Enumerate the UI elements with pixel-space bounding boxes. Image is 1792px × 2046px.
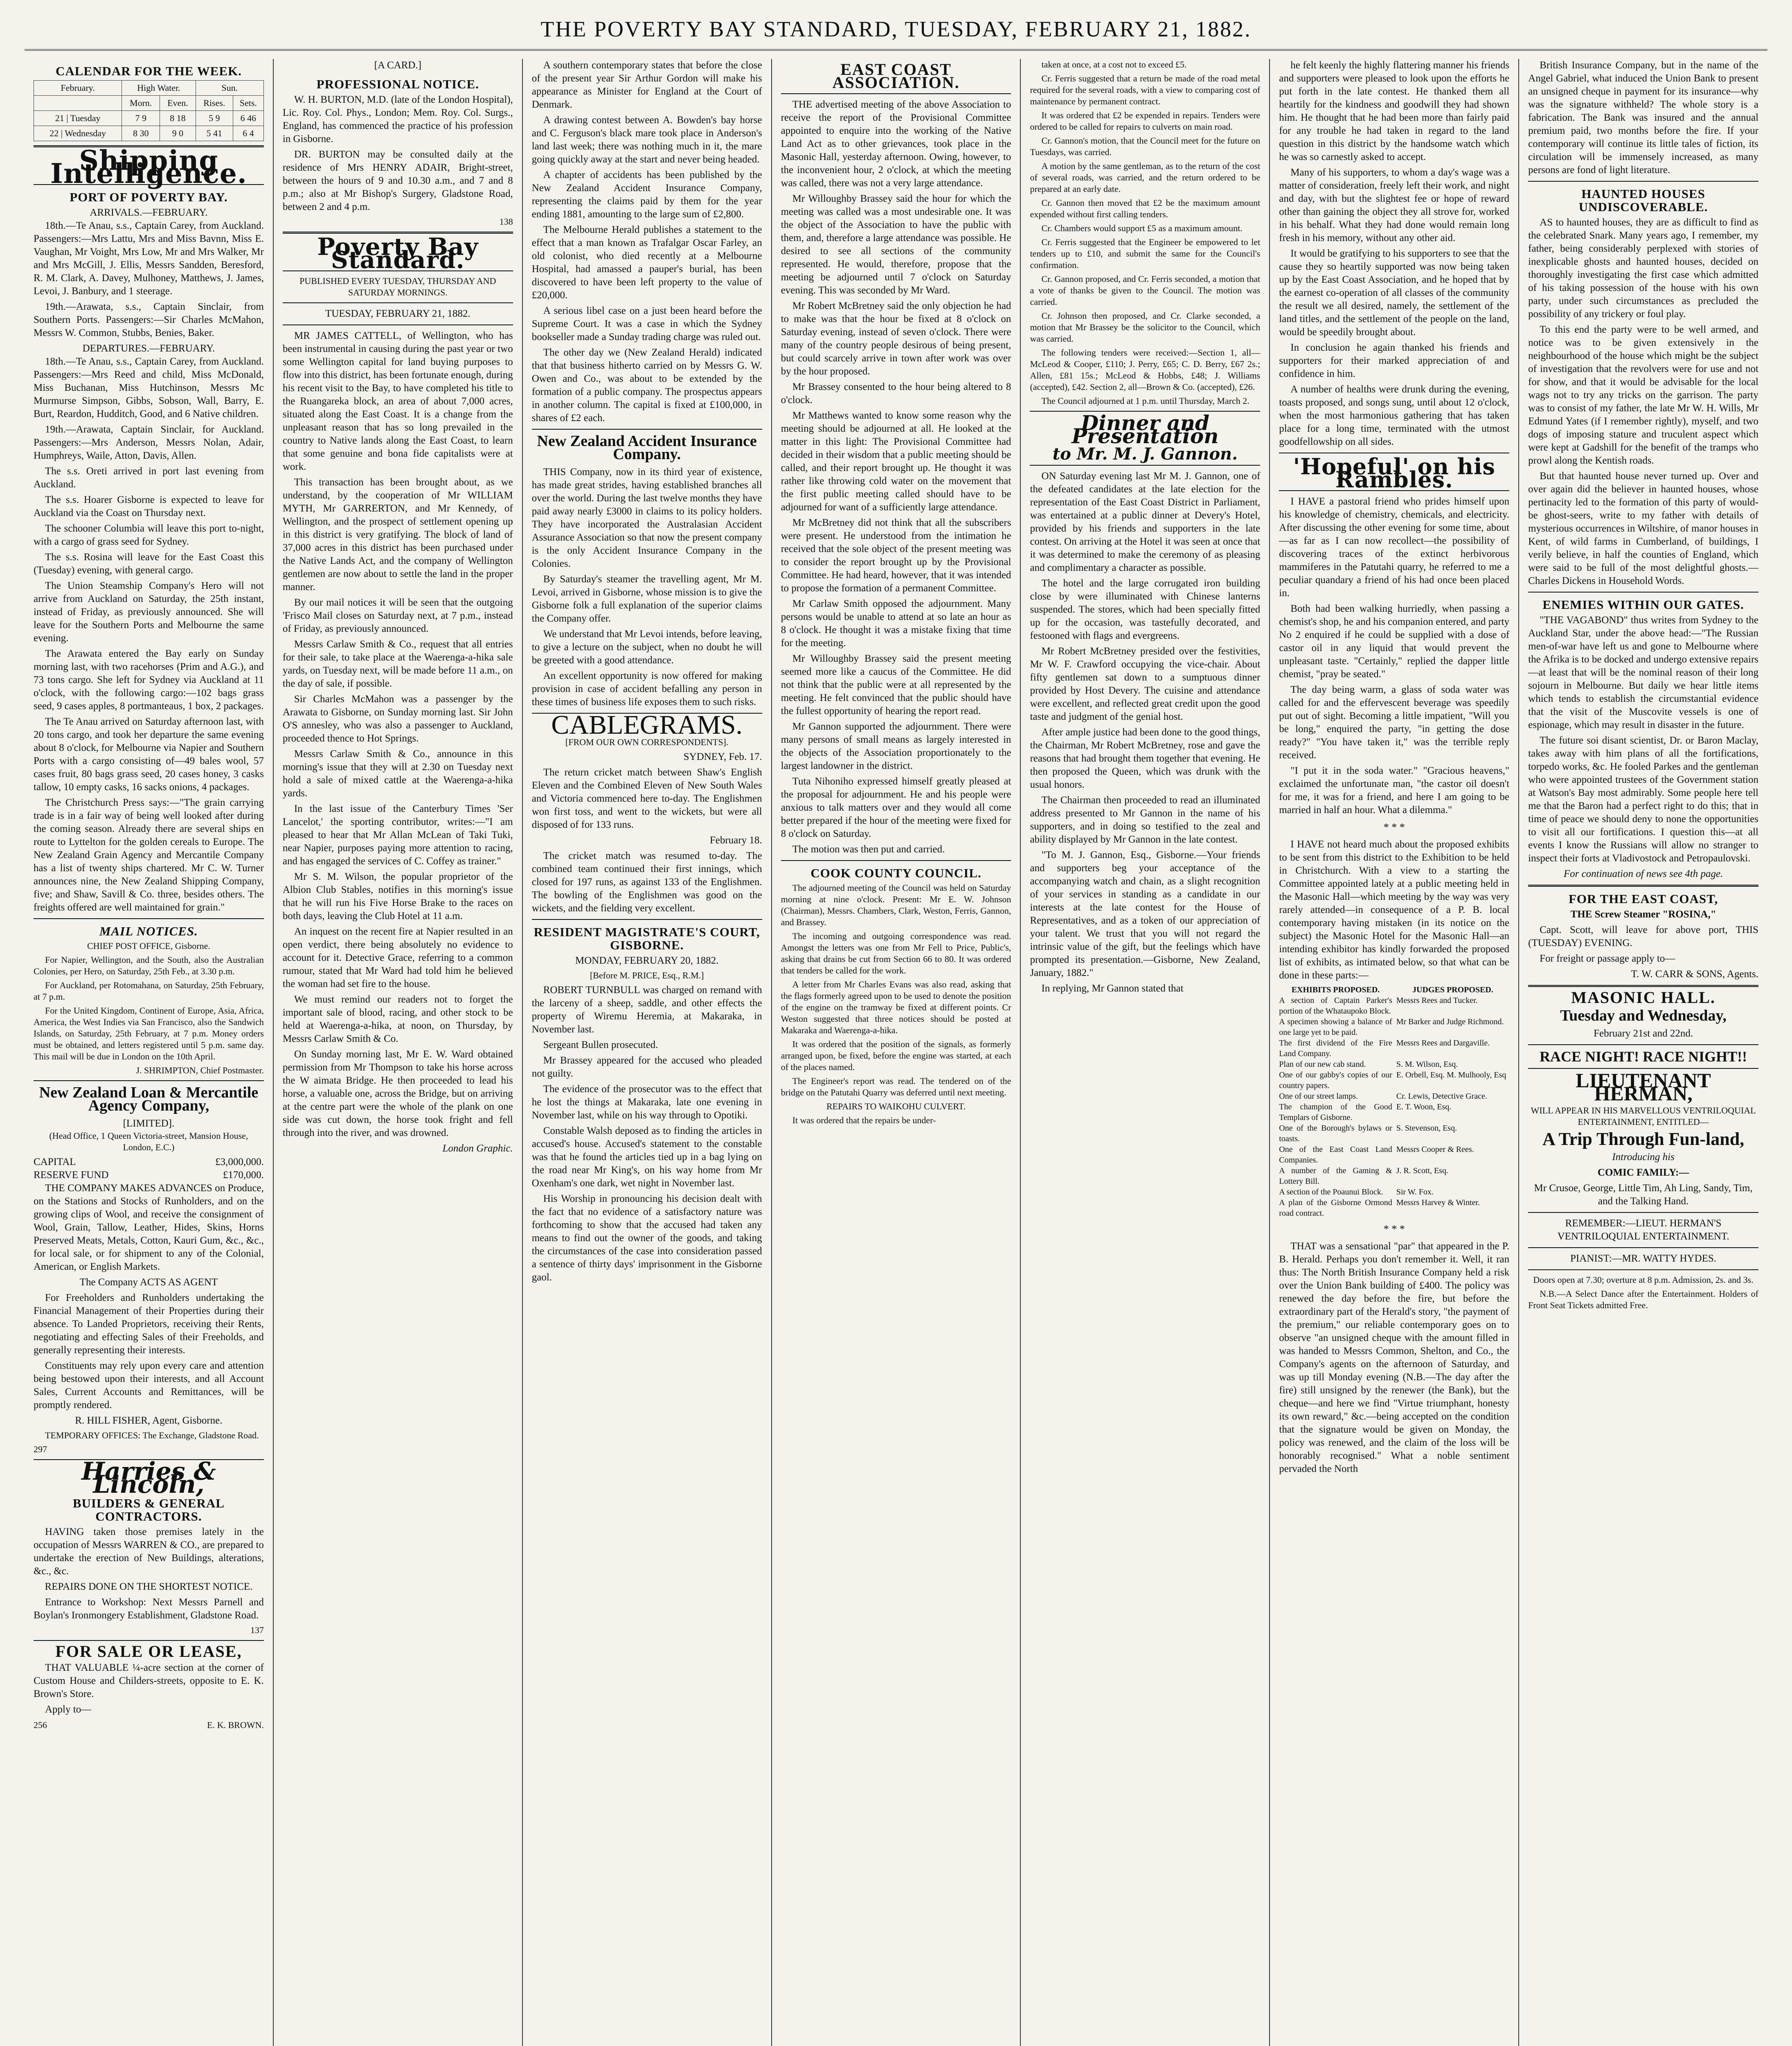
news-para: A serious libel case on a just been heard before the Supreme Court. It was a case in which the Sydney bookseller made a Sunday trading charge was ruled out. xyxy=(531,305,762,343)
cal-header: Sun. xyxy=(196,81,263,96)
cable-date: SYDNEY, Feb. 17. xyxy=(683,751,762,762)
resident-para: The evidence of the prosecutor was to the effect that he lost the things at Makaraka, late one evening in November last, while on his way through to Opotiki. xyxy=(531,1084,762,1121)
association-para: Mr Willoughby Brassey said the hour for which the meeting was called was a most undesirable one. It was the object of the Association to have the public with them, and, therefore a large attendance was possible. He desired to see all sections of the community represented. He would, therefore, propose that the meeting be adjourned until 7 o'clock on Saturday evening. This was seconded by Mr Ward. xyxy=(781,193,1011,296)
column-7 xyxy=(1519,59,1767,2046)
departure-entry: 19th.—Arawata, Captain Sinclair, for Auckland. Passengers:—Mrs Anderson, Messrs Nolan, Adair, Humphreys, Waile, Atton, Davis, Allen. xyxy=(34,424,264,461)
departure-entry: 18th.—Te Anau, s.s., Captain Carey, from Auckland. Passengers:—Mrs Reed and child, Miss McDonald, Miss Buchanan, Miss Hutchinson, Messrs Mc Murmurse Simpson, Gibbs, Sobson, Wall, Barry, E. Burt, Reardon, Hudditch, Good, and 6 Native children. xyxy=(34,356,264,419)
shipping-news: The s.s. Hoarer Gisborne is expected to leave for Auckland via the Coast on Thursday next. xyxy=(34,494,264,518)
loan-office: (Head Office, 1 Queen Victoria-street, Mansion House, London, E.C.) xyxy=(49,1131,248,1152)
divider xyxy=(34,1080,264,1081)
cablegrams-sub: [FROM OUR OWN CORRESPONDENTS]. xyxy=(565,737,729,747)
exhibit-judge: Messrs Harvey & Winter. xyxy=(1396,1198,1480,1207)
exhibit-judge: E. Orbell, Esq. M. Mulhooly, Esq xyxy=(1396,1070,1506,1079)
dinner-subtitle: to Mr. M. J. Gannon. xyxy=(1052,444,1238,464)
divider xyxy=(1528,1212,1758,1213)
exhibits-head: EXHIBITS PROPOSED. xyxy=(1291,985,1380,994)
cal-row xyxy=(34,111,264,126)
article-credit: London Graphic. xyxy=(442,1143,513,1154)
introducing: Introducing his xyxy=(1612,1151,1675,1163)
trip-title: A Trip Through Fun-land, xyxy=(1542,1129,1745,1149)
ad-number: 297 xyxy=(34,1444,47,1454)
dinner-para: The hotel and the large corrugated iron building close by were illuminated with Chinese lanterns suspended. The stores, which had been specially fitted up for the occasion, was tastefully decorated, and festooned with flags and evergreens. xyxy=(1030,578,1261,641)
enemies-para: "THE VAGABOND" thus writes from Sydney to the Auckland Star, under the above head:—"The Russian men-of-war have left us and gone to Melbourne where the Afrika is to be docked and undergo extensive repairs—at least that will be the nominal reason of their long sojourn in Melbourne. But daily we hear little items which tends to establish the circumstantial evidence that the visit of the Muscovite vessels is one of espionage, which may result in disaster in the future. xyxy=(1528,615,1759,730)
council-para: taken at once, at a cost not to exceed £5. xyxy=(1041,59,1187,70)
loan-agent-body: For Freeholders and Runholders undertaking the Financial Management of their Properties during their absence. To Landed Proprietors, receiving their Rents, negotiating and effecting Sales of their Freeholds, and generally representing their interests. xyxy=(34,1292,264,1356)
divider xyxy=(1528,592,1758,593)
resident-date: MONDAY, FEBRUARY 20, 1882. xyxy=(575,955,719,966)
divider xyxy=(283,324,513,325)
arrival-entry: 19th.—Arawata, s.s., Captain Sinclair, from Southern Ports. Passengers:—Sir Charles McMahon, Messrs W. Common, Stubbs, Benies, Baker. xyxy=(34,301,264,338)
cable-date: February 18. xyxy=(709,835,762,846)
repairs-para: It was ordered that the repairs be under- xyxy=(792,1115,936,1125)
shipping-title: Shipping Intelligence. xyxy=(50,144,247,189)
cal-sub: Sets. xyxy=(233,96,263,111)
council-para: Cr. Johnson then proposed, and Cr. Clarke seconded, a motion that Mr Brassey be the solicitor to the Council, which was carried. xyxy=(1030,311,1261,344)
cal-sub xyxy=(34,96,122,111)
hopeful-para: I HAVE not heard much about the proposed exhibits to be sent from this district to the Exhibition to be held in Christchurch. With a view to a starting the Committee appointed lately at a public meeting held in the Masonic Hall—which meeting by the way was very rarely attended—in consequence of a P. B. local contemporary having mistaken (in its notice on the subject) the Masonic Hotel for the Masonic Hall—an intending exhibitor has kindly forwarded the proposed list of exhibits, as intimated below, so that what can be done in these parts:— xyxy=(1279,839,1510,981)
exhibit-item: A section of Captain Parker's portion of the Whataupoko Block. xyxy=(1279,996,1392,1016)
hopeful-para: "I put it in the soda water." "Gracious heavens," exclaimed the unfortunate man, "the castor oil doesn't for me, it was for a friend, and here I am going to be married in half an hour. What a dilemma." xyxy=(1279,765,1510,816)
dinner-para: After ample justice had been done to the good things, the Chairman, Mr Robert McBretney, rose and gave the reasons that had brought them together that evening. He then proposed the Queen, which was drunk with the usual honors. xyxy=(1030,727,1261,790)
association-para: THE advertised meeting of the above Association to receive the report of the Provisional Committee appointed to enquire into the working of the Native Land Act as to other grievances, took place in the Masonic Hall, yesterday afternoon. Owing, however, to the inconvenient hour, 2 o'clock, at which the meeting was called, there was not a very large attendance. xyxy=(781,99,1011,189)
resident-para: Sergeant Bullen prosecuted. xyxy=(543,1039,658,1050)
accident-para: An excellent opportunity is now offered for making provision in case of accident befalling any person in these times of business life exposes them to such risks. xyxy=(531,670,762,708)
exhibit-judge: S. Stevenson, Esq. xyxy=(1396,1124,1457,1133)
cal-cell: 5 9 xyxy=(196,111,233,126)
editorial-para: Mr S. M. Wilson, the popular proprietor of the Albion Club Stables, notifies in this morning's issue that he will run his Five Horse Brake to the races on both days, leaving the Club Hotel at 11 a.m. xyxy=(282,871,513,922)
dinner-para: ON Saturday evening last Mr M. J. Gannon, one of the defeated candidates at the late election for the representation of the East Coast District in Parliament, was entertained at a public dinner at Devery's Hotel, provided by his friends and supporters in the late contest. On arriving at the Hotel it was seen at once that it was determined to make the ceremony of as pleasing and complimentary a character as possible. xyxy=(1030,471,1261,573)
enemies-para: The future soi disant scientist, Dr. or Baron Maclay, takes away with him plans of all the fortifications, torpedo works, &c. He fooled Parkes and the gentleman who were appointed trustees of the Government station at Watson's Bay most admirably. Some people here tell me that the Baron had a perfect right to do this; that in time of peace we should deny to none the opportunities to visit all our fortifications. I question this—at all events I know the Russians will allow no stranger to inspect their forts at Vladivostock and Petropaulovski. xyxy=(1528,735,1759,864)
exhibit-item: A section of the Poaunui Block. xyxy=(1279,1187,1383,1197)
exhibit-judge: J. R. Scott, Esq. xyxy=(1396,1166,1448,1175)
accident-para: By Saturday's steamer the travelling agent, Mr M. Levoi, arrived in Gisborne, whose mission is to give the Gisborne folk a full explanation of the superior claims the Company offer. xyxy=(531,574,762,624)
loan-title: New Zealand Loan & Mercantile Agency Company, xyxy=(39,1084,259,1114)
editorial-para: We must remind our readers not to forget the important sale of blood, racing, and other stock to be held at Waerenga-a-hika, at noon, on Thursday, by Messrs Carlaw Smith & Co. xyxy=(282,994,513,1044)
resident-para: His Worship in pronouncing his decision dealt with the fact that no evidence of a satisfactory nature was forthcoming to show that the accused had taken any means to find out the owner of the goods, and taking the circumstances of the case into consideration passed a sentence of thirty days' imprisonment in the Gisborne gaol. xyxy=(531,1193,762,1283)
council-para: The following tenders were received:—Section 1, all—McLeod & Cooper, £110; J. Perry, £65; C. D. Berry, £67 2s.; Allen, £81 15s.; McLeod & Hobbs, £48; J. Williams (accepted), £42. Section 2, all—Brown & Co. (accepted), £26. xyxy=(1030,347,1261,392)
cal-cell: 6 46 xyxy=(233,111,263,126)
cal-cell: 5 41 xyxy=(196,126,233,141)
news-para: British Insurance Company, but in the name of the Angel Gabriel, what induced the Union Bank to present an unsigned cheque in payment for its insurance—why was the signature withheld? The whole story is a fabrication. The Bank was insured and the annual premium paid, two months before the fire. If your contemporary will continue its little tales of fiction, its circulation will be immensely increased, as many persons are fond of light literature. xyxy=(1528,60,1759,176)
association-para: Tuta Nihoniho expressed himself greatly pleased at the proposal for adjournment. He and his people were anxious to talk matters over and they would all come better prepared if the hour of the meeting were fixed for 8 o'clock on Saturday. xyxy=(781,776,1011,839)
capital-label: CAPITAL xyxy=(34,1156,76,1167)
accident-title: New Zealand Accident Insurance Company. xyxy=(537,433,757,463)
divider xyxy=(34,918,264,919)
shipping-news: The Te Anau arrived on Saturday afternoon last, with 20 tons cargo, and took her departure the same evening about 8 o'clock, for Melbourne via Napier and Southern Ports with a cargo consisting of—49 bales wool, 57 cases fruit, 80 bags grass seed, 20 cases honey, 3 casks tallow, 10 empty casks, 16 sacks onions, 4 packages. xyxy=(34,716,264,793)
news-para: A southern contemporary states that before the close of the present year Sir Arthur Gordon will make his appearance as Minister for England at the Court of Denmark. xyxy=(531,60,762,110)
burton-notice: W. H. BURTON, M.D. (late of the London Hospital), Lic. Roy. Col. Phys., London; Mem. Roy. Col. Surgs., England, has commenced the practice of his profession in Gisborne. xyxy=(282,94,513,144)
exhibit-item: Plan of our new cab stand. xyxy=(1279,1060,1366,1069)
burton-notice: DR. BURTON may be consulted daily at the residence of Mrs HENRY ADAIR, Bright-street, between the hours of 9 and 10.30 a.m., and 7 and 8 p.m.; also at Mr Bishop's Surgery, Gladstone Road, between 2 and 4 p.m. xyxy=(282,149,513,212)
association-para: Mr Gannon supported the adjournment. There were many persons of small means as largely interested in the objects of the Association proportionately to the largest landowner in the district. xyxy=(781,721,1011,771)
reserve-value: £170,000. xyxy=(223,1169,264,1181)
news-para: A chapter of accidents has been published by the New Zealand Accident Insurance Company, representing the claims paid by them for the year ending 1881, amounting to the large sum of £2,800. xyxy=(531,169,762,220)
accident-para: THIS Company, now in its third year of existence, has made great strides, having established branches all over the world. During the last twelve months they have paid away nearly £3000 in claims to its policy holders. They have incorporated the Australasian Accident Assurance Association so that now the present company is the only Accident Insurance Company in the Colonies. xyxy=(531,466,762,569)
cook-para: It was ordered that the position of the signals, as formerly arranged upon, be fixed, before the engine was started, at each of the places named. xyxy=(781,1039,1011,1072)
cal-cell: 8 18 xyxy=(160,111,196,126)
exhibit-judge: Sir W. Fox. xyxy=(1396,1187,1434,1197)
exhibits-table xyxy=(1279,985,1509,995)
sale-sign: E. K. BROWN. xyxy=(207,1720,264,1730)
mail-line: For the United Kingdom, Continent of Europe, Asia, Africa, America, the West Indies via San Francisco, also the Sandwich Islands, on Saturday, 25th February, at 7 p.m. Money orders must be obtained, and letters registered until 5 p.m. same day. This mail will be due in London on the 10th April. xyxy=(34,1005,264,1061)
exhibit-row xyxy=(1279,1091,1509,1102)
sale-body: THAT VALUABLE ¼-acre section at the corner of Custom House and Childers-streets, opposite to E. K. Brown's Store. xyxy=(34,1662,264,1699)
divider xyxy=(781,93,1011,94)
temp-office: TEMPORARY OFFICES: The Exchange, Gladstone Road. xyxy=(45,1430,259,1440)
column-5 xyxy=(1021,59,1270,2046)
sale-apply: Apply to— xyxy=(45,1704,92,1715)
east-coast-title: FOR THE EAST COAST, xyxy=(1568,892,1718,906)
association-para: Mr McBretney did not think that all the subscribers were present. He understood from the intimation he received that the sole object of the present meeting was to consider the report brought up by the Provisional Committee. He had heard, however, that it was intended to propose the formation of a permanent Committee. xyxy=(781,517,1011,594)
dinner-para: Many of his supporters, to whom a day's wage was a matter of consideration, freely left their work, and night and day, with but the slightest fee or hope of reward other than gaining the object they all strove for, worked in his behalf. What they had done would remain long fresh in his memory, without any other aid. xyxy=(1279,167,1510,243)
cal-cell: 7 9 xyxy=(122,111,160,126)
exhibit-row xyxy=(1279,1144,1509,1165)
enemies-title: ENEMIES WITHIN OUR GATES. xyxy=(1542,597,1744,612)
divider xyxy=(1030,465,1260,466)
exhibit-item: A specimen showing a balance of one large yet to be paid. xyxy=(1279,1017,1392,1037)
haunted-para: AS to haunted houses, they are as difficult to find as the celebrated Snark. Many years ago, I remember, my father, being considerably perplexed with stories of inexplicable ghosts and haunted houses, decided on thoroughly investigating the first case which admitted of his taking possession of the house with his own party, under such circumstances as precluded the possibility of any trickery or foul play. xyxy=(1528,217,1759,320)
hopeful-para: I HAVE a pastoral friend who prides himself upon his knowledge of chemistry, chemicals, and electricity. After discussing the other evening for some time, about—as far as I can now recollect—the possibility of discovering traces of the extinct herbivorous mammiferes in the Patutahi quarry, he referred to me a peculiar quandary a friend of his had once been placed in. xyxy=(1279,496,1510,599)
exhibit-row xyxy=(1279,1038,1509,1059)
reserve-row xyxy=(34,1169,264,1182)
cal-cell: 6 4 xyxy=(233,126,263,141)
exhibit-item: One of our street lamps. xyxy=(1279,1092,1358,1101)
lieutenant-title: LIEUTENANT HERMAN, xyxy=(1576,1069,1711,1105)
columns xyxy=(25,59,1767,2046)
continued-notice: For continuation of news see 4th page. xyxy=(1563,868,1723,879)
column-6 xyxy=(1270,59,1519,2046)
council-para: Cr. Gannon's motion, that the Council meet for the future on Tuesdays, was carried. xyxy=(1030,135,1261,157)
pianist-line: PIANIST:—MR. WATTY HYDES. xyxy=(1570,1253,1717,1264)
divider xyxy=(1528,1044,1758,1045)
repairs-heading: REPAIRS TO WAIKOHU CULVERT. xyxy=(826,1101,966,1111)
loan-constituents: Constituents may rely upon every care and attention being bestowed upon their interests, and all Account Sales, Current Accounts and Remittances, will be promptly rendered. xyxy=(34,1360,264,1411)
family-list: Mr Crusoe, George, Little Tim, Ah Ling, Sandy, Tim, and the Talking Hand. xyxy=(1534,1183,1753,1207)
exhibit-row xyxy=(1279,1016,1509,1038)
editorial-para: By our mail notices it will be seen that the outgoing 'Frisco Mail closes on Saturday next, at 7 p.m., instead of Friday, as previously announced. xyxy=(282,597,513,634)
exhibit-judge: Messrs Cooper & Rees. xyxy=(1396,1145,1474,1154)
dinner-para: The Chairman then proceeded to read an illuminated address presented to Mr Gannon in the name of his supporters, and in doing so testified to the zeal and ability displayed by Mr Gannon in the late contest. xyxy=(1030,795,1261,845)
shipping-news: The schooner Columbia will leave this port to-night, with a cargo of grass seed for Sydney. xyxy=(34,523,264,547)
exhibit-item: One of our gabby's copies of our country papers. xyxy=(1279,1070,1392,1090)
association-title: EAST COAST ASSOCIATION. xyxy=(832,60,960,92)
council-para: The Council adjourned at 1 p.m. until Thursday, March 2. xyxy=(1041,396,1249,406)
cal-cell: 8 30 xyxy=(122,126,160,141)
divider xyxy=(1528,181,1758,182)
cook-para: The Engineer's report was read. The tendered on of the bridge on the Patutahi Quarry was deferred until next meeting. xyxy=(781,1076,1011,1097)
dinner-para: In replying, Mr Gannon stated that xyxy=(1041,983,1184,994)
exhibit-judge: S. M. Wilson, Esq. xyxy=(1396,1060,1458,1069)
association-para: The motion was then put and carried. xyxy=(792,844,945,855)
ad-number: 137 xyxy=(250,1625,264,1635)
exhibit-item: One of the East Coast Land Companies. xyxy=(1279,1145,1392,1165)
exhibit-row xyxy=(1279,1197,1509,1219)
cal-cell: 9 0 xyxy=(160,126,196,141)
editorial-para: Messrs Carlaw Smith & Co., announce in this morning's issue that they will at 2.30 on Tuesday next hold a sale of mixed cattle at the Waerenga-a-hika yards. xyxy=(282,748,513,799)
tuesday-wednesday: Tuesday and Wednesday, xyxy=(1560,1007,1727,1024)
calendar-title: CALENDAR FOR THE WEEK. xyxy=(55,64,242,78)
exhibit-row xyxy=(1279,1123,1509,1144)
dinner-para: "To M. J. Gannon, Esq., Gisborne.—Your friends and supporters beg your acceptance of the accompanying watch and chain, as a slight recognition of your services in standing as a candidate in our interests at the late contest for the House of Representatives, and as a token of our appreciation of your talent. We trust that you will not regard the intrinsic value of the gift, but the feelings which have prompted its presentation.—Gisborne, New Zealand, January, 1882." xyxy=(1030,849,1261,978)
haunted-title: HAUNTED HOUSES UNDISCOVERABLE. xyxy=(1578,187,1708,214)
shipping-news: The Arawata entered the Bay early on Sunday morning last, with two racehorses (Prim and A.G.), and 73 tons cargo. She left for Sydney via Auckland at 11 o'clock, with the following cargo:—102 bags grass seed, 9 cases apples, 8 portmanteaus, 1 box, 2 packages. xyxy=(34,648,264,712)
steamer-name: THE Screw Steamer "ROSINA," xyxy=(1570,909,1716,920)
capital-row xyxy=(34,1156,264,1169)
resident-before: [Before M. PRICE, Esq., R.M.] xyxy=(590,970,704,980)
carr-sign: T. W. CARR & SONS, Agents. xyxy=(1631,969,1759,980)
association-para: Mr Brassey consented to the hour being altered to 8 o'clock. xyxy=(781,381,1011,406)
divider xyxy=(1528,1269,1758,1270)
calendar-table xyxy=(34,80,264,141)
card-label: [A CARD.] xyxy=(374,60,421,71)
hopeful-para: Both had been walking hurriedly, when passing a chemist's shop, he and his companion entered, and party No 2 enquired if he could be supplied with a dose of castor oil in any liquid that would prevent the unpleasant taste. "Certainly," replied the dapper little chemist, "pray be seated." xyxy=(1279,603,1510,680)
hopeful-title: 'Hopeful' on his Rambles. xyxy=(1293,453,1495,493)
mail-line: J. SHRIMPTON, Chief Postmaster. xyxy=(136,1065,264,1075)
shipping-news: The Christchurch Press says:—"The grain carrying trade is in a fair way of being well looked after during the coming season. Already there are several ships en route to Lyttelton for the golden cereals to Europe. The New Zealand Grain Agency and Mercantile Company has a list of twenty ships chartered. Mr C. W. Turner announces nine, the New Zealand Shipping Company, five; and Shaw, Savill & Co. three, besides others. The freights offered are well maintained for grain." xyxy=(34,797,264,913)
divider xyxy=(1528,1247,1758,1248)
exhibit-item: A number of the Gaming & Lottery Bill. xyxy=(1279,1166,1392,1186)
dinner-para: Mr Robert McBretney presided over the festivities, Mr W. F. Crawford occupying the vice-chair. About fifty gentlemen sat down to a sumptuous dinner provided by Host Devery. The cuisine and attendance were excellent, and reflected great credit upon the good taste and judgment of the genial host. xyxy=(1030,646,1261,722)
mail-title: MAIL NOTICES. xyxy=(99,924,198,938)
published-line: PUBLISHED EVERY TUESDAY, THURSDAY AND SATURDAY MORNINGS. xyxy=(299,276,496,297)
association-para: Mr Matthews wanted to know some reason why the meeting should be adjourned at all. He looked at the matter in this light: The Provisional Committee had decided in their wisdom that a public meeting should be called, and their report brought up. He thought it was rather like throwing cold water on the movement that the first public meeting called should have to be adjourned for want of a sufficiently large attendance. xyxy=(781,410,1011,513)
exhibit-rows xyxy=(1279,995,1509,1219)
column-4 xyxy=(772,59,1021,2046)
exhibit-row xyxy=(1279,1102,1509,1123)
editorial-para: Sir Charles McMahon was a passenger by the Arawata to Gisborne, on Sunday morning last. Sir John O'S annesley, who was also a passenger to Auckland, proceeded thence to Hot Springs. xyxy=(282,694,513,744)
entrance-notice: Entrance to Workshop: Next Messrs Parnell and Boylan's Ironmongery Establishment, Gladstone Road. xyxy=(34,1597,264,1621)
column-3 xyxy=(523,59,772,2046)
cook-para: A letter from Mr Charles Evans was also read, asking that the flags formerly agreed upon to be used to denote the position of the engine on the tramway be fixed at different points. Cr Weston suggested that three notices should be posted at Makaraka and Waerenga-a-hika. xyxy=(781,979,1011,1035)
exhibit-item: The first dividend of the Fire Land Company. xyxy=(1279,1039,1392,1058)
cal-sub: Even. xyxy=(160,96,196,111)
dinner-title: Dinner and Presentation xyxy=(1072,411,1219,448)
editorial-date: TUESDAY, FEBRUARY 21, 1882. xyxy=(325,308,471,319)
dinner-para: It would be gratifying to his supporters to see that the cause they so heartily supported was now being taken up by the East Coast Association, and he hoped that by the earnest co-operation of all classes of the community the result we all desired, namely, the settlement of the land titles, and the settlement of the people on the land, would be speedily brought about. xyxy=(1279,248,1510,338)
exhibit-judge: Messrs Rees and Dargaville. xyxy=(1396,1039,1490,1048)
nb-line: N.B.—A Select Dance after the Entertainment. Holders of Front Seat Tickets admitted Free. xyxy=(1528,1289,1759,1310)
reserve-label: RESERVE FUND xyxy=(34,1169,109,1181)
section-stars: * * * xyxy=(1383,821,1405,833)
exhibit-judge: Messrs Rees and Tucker. xyxy=(1396,996,1478,1005)
council-para: Cr. Gannon proposed, and Cr. Ferris seconded, a motion that a vote of thanks be given to the Council. The motion was carried. xyxy=(1030,274,1261,307)
exhibit-row xyxy=(1279,1070,1509,1091)
standard-title: Poverty Bay Standard. xyxy=(317,233,479,274)
resident-para: ROBERT TURNBULL was charged on remand with the larceny of a sheep, saddle, and other effects the property of Wiremu Heremia, at Makaraka, in November last. xyxy=(531,985,762,1035)
dinner-para: he felt keenly the highly flattering manner his friends and supporters were pleased to look upon the efforts he put forth in the late contest. He thanked them all heartily for the kindness and goodwill they had shown him. He thought that he had been more than fairly paid for any trouble he had taken in regard to the land question in this district by the handsome watch which he was so carnestly asked to accept. xyxy=(1279,60,1510,162)
exhibit-row xyxy=(1279,995,1509,1016)
news-para: The other day we (New Zealand Herald) indicated that that business hitherto carried on by Messrs G. W. Owen and Co., was about to be extended by the formation of a public company. The prospectus appears in another column. The capital is fixed at £100,000, in shares of £2 each. xyxy=(531,347,762,424)
masonic-title: MASONIC HALL. xyxy=(1571,988,1715,1007)
cook-para: The incoming and outgoing correspondence was read. Amongst the letters was one from Mr Fell to Price, Public's, asking that drains be cut from Section 66 to 80. It was ordered that tenders be called for the work. xyxy=(781,931,1011,976)
cook-para: The adjourned meeting of the Council was held on Saturday morning at nine o'clock. Present: Mr E. W. Johnson (Chairman), Messrs. Chambers, Clark, Weston, Ferris, Gannon, and Brassey. xyxy=(781,883,1011,927)
column-2 xyxy=(274,59,523,2046)
loan-sign: R. HILL FISHER, Agent, Gisborne. xyxy=(75,1415,223,1426)
harries-body: HAVING taken those premises lately in the occupation of Messrs WARREN & CO., are prepared to undertake the erection of New Buildings, alterations, &c., &c. xyxy=(34,1526,264,1577)
exhibit-item: A plan of the Gisborne Ormond road contract. xyxy=(1279,1198,1392,1218)
divider xyxy=(532,919,762,920)
ad-number: 256 xyxy=(34,1720,47,1730)
harries-title: Harries & Lincoln, xyxy=(81,1457,216,1499)
association-para: Mr Carlaw Smith opposed the adjournment. Many persons would be unable to attend at so late an hour as 8 o'clock. He thought it was a mistake fixing that time for the meeting. xyxy=(781,598,1011,649)
loan-agent: The Company ACTS AS AGENT xyxy=(79,1277,218,1288)
mail-line: For Napier, Wellington, and the South, also the Australian Colonies, per Hero, on Saturday, 25th Feb., at 3.30 p.m. xyxy=(34,955,264,976)
cal-sub: Rises. xyxy=(196,96,233,111)
exhibit-row xyxy=(1279,1059,1509,1070)
loan-body: THE COMPANY MAKES ADVANCES on Produce, on the Stations and Stocks of Runholders, and on the growing clips of Wool, and receive the consignment of Wool, Grain, Tallow, Leather, Hides, Skins, Horns Preserved Meats, Metals, Cotton, Kauri Gum, &c., &c., for local sale, or for shipment to any of the Colonial, American, or English Markets. xyxy=(34,1183,264,1272)
steamer-text: Capt. Scott, will leave for above port, THIS (TUESDAY) EVENING. xyxy=(1528,924,1759,949)
editorial-para: MR JAMES CATTELL, of Wellington, who has been instrumental in causing during the past year or two some Wellington capital for land buying purposes to flow into this district, has been fortunate enough, during his recent visit to the Bay, to have completed his title to the Ruangareka block, an area of about 7,000 acres, situated along the East Coast. It is a change from the unpleasant reason that has so long prevailed in the country to Native lands along the East Coast, to learn that some genuine and bona fide capitalists were at work. xyxy=(282,330,513,472)
divider xyxy=(1528,885,1758,887)
masthead: THE POVERTY BAY STANDARD, TUESDAY, FEBRUARY 21, 1882. xyxy=(25,16,1767,51)
freight-text: For freight or passage apply to— xyxy=(1540,953,1675,964)
race-night: RACE NIGHT! RACE NIGHT!! xyxy=(1540,1048,1747,1065)
resident-para: Mr Brassey appeared for the accused who pleaded not guilty. xyxy=(531,1055,762,1079)
haunted-para: But that haunted house never turned up. Over and over again did the believer in haunted houses, whose pertinacity led to the formation of this party of would-be ghost-seers, write to my father with details of mysterious occurrences in Wiltshire, of manor houses in Kent, of wild farms in Cumberland, of buildings, I verily believe, in half the counties of England, which were said to be full of the most delightful ghosts.—Charles Dickens in Household Words. xyxy=(1528,471,1759,586)
cal-header: February. xyxy=(34,81,122,96)
council-para: Cr. Chambers would support £5 as a maximum amount. xyxy=(1041,223,1243,233)
port-title: PORT OF POVERTY BAY. xyxy=(70,190,228,204)
cook-council-title: COOK COUNTY COUNCIL. xyxy=(810,866,982,880)
cable-para: The cricket match was resumed to-day. The combined team continued their first innings, which closed for 197 runs, as against 133 of the Englishmen. The bowling of the Englishmen was good on the wickets, and the fielding very excellent. xyxy=(531,850,762,914)
repairs-notice: REPAIRS DONE ON THE SHORTEST NOTICE. xyxy=(45,1581,253,1592)
remember-line: REMEMBER:—LIEUT. HERMAN'S VENTRILOQUIAL ENTERTAINMENT. xyxy=(1557,1218,1729,1242)
doors-line: Doors open at 7.30; overture at 8 p.m. Admission, 2s. and 3s. xyxy=(1533,1275,1754,1285)
shipping-news: The s.s. Rosina will leave for the East Coast this (Tuesday) evening, with general cargo. xyxy=(34,552,264,576)
council-para: A motion by the same gentleman, as to the return of the cost of several roads, was carried, and the return ordered to be prepared at an early date. xyxy=(1030,161,1261,194)
cal-cell: 22 | Wednesday xyxy=(34,126,122,141)
resident-title: RESIDENT MAGISTRATE'S COURT, GISBORNE. xyxy=(534,925,760,952)
editorial-para: In the last issue of the Canterbury Times 'Ser Lancelot,' the sporting contributor, writes:—"I am pleased to hear that Mr Allan McLean of Taki Tuki, near Napier, purposes paying more attention to racing, and has engaged the services of C. Coffey as trainer." xyxy=(282,803,513,867)
cablegrams-title: CABLEGRAMS. xyxy=(551,710,743,740)
will-appear: WILL APPEAR IN HIS MARVELLOUS VENTRILOQUIAL ENTERTAINMENT, ENTITLED— xyxy=(1531,1105,1756,1127)
capital-value: £3,000,000. xyxy=(215,1156,264,1167)
editorial-para: Messrs Carlaw Smith & Co., request that all entries for their sale, to take place at the Waerenga-a-hika sale yards, on Tuesday next, will be made before 11 a.m., on the day of sale, if possible. xyxy=(282,639,513,689)
exhibit-row xyxy=(1279,1165,1509,1187)
builders-title: BUILDERS & GENERAL CONTRACTORS. xyxy=(72,1496,225,1523)
feb-dates: February 21st and 22nd. xyxy=(1594,1028,1693,1039)
news-para: A drawing contest between A. Bowden's bay horse and C. Ferguson's black mare took place in Anderson's land last week; there was nothing much in it, the mare going quickly away at the start and never being headed. xyxy=(531,115,762,165)
ad-number: 138 xyxy=(499,216,513,227)
association-para: Mr Willoughby Brassey said the present meeting seemed more like a caucus of the Committee. He did not think that the public were at all represented by the meeting. He felt convinced that the public should have the fullest opportunity of hearing the report read. xyxy=(781,653,1011,717)
dinner-para: In conclusion he again thanked his friends and supporters for their marked appreciation of and confidence in him. xyxy=(1279,342,1510,379)
cal-sub: Morn. xyxy=(122,96,160,111)
hopeful-para: The day being warm, a glass of soda water was called for and the effervescent beverage was speedily put out of sight. Becoming a little impatient, "Will you be long," enquired the party, "in getting the dose ready?" "You have taken it," was the terrible reply received. xyxy=(1279,684,1510,761)
comic-family: COMIC FAMILY:— xyxy=(1597,1167,1689,1178)
mail-line: For Auckland, per Rotomahana, on Saturday, 25th February, at 7 p.m. xyxy=(34,980,264,1002)
council-para: Cr. Ferris suggested that a return be made of the road metal required for the several roads, with a view to comparing cost of maintenance by permanent contract. xyxy=(1030,73,1261,106)
divider xyxy=(1528,985,1758,987)
exhibit-judge: Mr Barker and Judge Richmond. xyxy=(1396,1017,1504,1026)
association-para: Mr Robert McBretney said the only objection he had to make was that the hour be fixed at 8 o'clock on Saturday evening, instead of seven o'clock. There were many of the country people desirous of being present, but could scarcely arrive in town after work was over by the hour proposed. xyxy=(781,300,1011,377)
departures-heading: DEPARTURES.—FEBRUARY. xyxy=(82,343,215,354)
editorial-para: An inquest on the recent fire at Napier resulted in an open verdict, there being absolutely no evidence to account for it. Detective Grace, referring to a common rumour, stated that Mr Ward had told him he believed the woman had set fire to the house. xyxy=(282,926,513,989)
exhibit-item: The champion of the Good Templars of Gisborne. xyxy=(1279,1102,1392,1122)
shipping-news: The Union Steamship Company's Hero will not arrive from Auckland on Saturday, the 25th instant, instead of Friday, as previously announced. She will leave for the Southern Ports and Melbourne the same evening. xyxy=(34,580,264,644)
divider xyxy=(532,429,762,430)
divider xyxy=(781,860,1011,861)
haunted-para: To this end the party were to be well armed, and notice was to be given extensively in the neighbourhood of the house which might be the subject of investigation that the revolvers were for use and not for show, and that it would be advisable for the local wags not to try any tricks on the garrison. The party was to consist of my father, the late Mr W. H. Wills, Mr Edmund Yates (if I remember rightly), myself, and two dogs of imposing stature and truculent aspect which were kept at Gadshill for the benefit of the tramps who prowl along the Kentish roads. xyxy=(1528,324,1759,466)
shipping-news: The s.s. Oreti arrived in port last evening from Auckland. xyxy=(34,466,264,490)
accident-para: We understand that Mr Levoi intends, before leaving, to give a lecture on the subject, when no doubt he will be greeted with a good attendance. xyxy=(531,629,762,666)
exhibit-judge: E. T. Woon, Esq. xyxy=(1396,1102,1452,1111)
council-para: Cr. Ferris suggested that the Engineer be empowered to let tenders up to £10, and submit the same for the Council's confirmation. xyxy=(1030,237,1261,270)
cal-row xyxy=(34,126,264,141)
prof-notice-title: PROFESSIONAL NOTICE. xyxy=(316,77,479,91)
cal-header: High Water. xyxy=(122,81,196,96)
news-para: The Melbourne Herald publishes a statement to the effect that a man known as Trafalgar Oscar Farley, an old colonist, who died recently at a Melbourne Hospital, had amassed a pauper's burial, has been discovered to have been left property to the value of £20,000. xyxy=(531,224,762,301)
sale-footer xyxy=(34,1719,264,1732)
cable-para: The return cricket match between Shaw's English Eleven and the Combined Eleven of New South Wales and Victoria commenced here to-day. The Englishmen won first toss, and went to the wickets, but were all disposed of for 133 runs. xyxy=(531,767,762,830)
hopeful-para: THAT was a sensational "par" that appeared in the P. B. Herald. Perhaps you don't remember it. Well, it ran thus: The North British Insurance Company held a risk over the Union Bank building of £400. The policy was renewed the day before the fire, but before the extraordinary part of the Herald's story, "the payment of the premium," our reliable contemporary goes on to observe "an unsigned cheque with the amount filled in was handed to Messrs Common, Shelton, and Co., the Company's agents on the afternoon of Saturday, and was up till Monday evening (N.B.—The day after the fire) still unsigned by the renewer (the Bank), but the cheque—and here we find "Virtue triumphant, honesty its own reward," &c.—being accepted on the condition that the signature would be given on Monday, the policy was renewed, and the claim of the loss will be honorably recognised." What a noble sentiment pervaded the North xyxy=(1279,1241,1510,1474)
dinner-para: A number of healths were drunk during the evening, toasts proposed, and songs sung, until about 12 o'clock, when the most harmonious gathering that has taken place for a long time, terminated with the utmost goodfellowship on all sides. xyxy=(1279,384,1510,447)
judges-head: JUDGES PROPOSED. xyxy=(1412,985,1493,994)
council-para: It was ordered that £2 be expended in repairs. Tenders were ordered to be called for repairs to culverts on main road. xyxy=(1030,110,1261,132)
loan-limited: [LIMITED]. xyxy=(123,1118,175,1129)
editorial-para: On Sunday morning last, Mr E. W. Ward obtained permission from Mr Thompson to take his horse across the W aimata Bridge. He then proceeded to lead his horse, a valuable one, across the Bridge, but on arriving at the centre part were the whole of the plank on one side was cut down, the horse took fright and fell through into the river, and was drowned. xyxy=(282,1049,513,1138)
divider xyxy=(283,302,513,303)
exhibit-item: One of the Borough's bylaws or toasts. xyxy=(1279,1124,1392,1143)
arrival-entry: 18th.—Te Anau, s.s., Captain Carey, from Auckland. Passengers:—Mrs Lattu, Mrs and Miss Bavnn, Miss E. Vaughan, Mr Voight, Mrs Low, Mr and Mrs Walker, Mr and Mrs McGill, J. Ellis, Messrs Sandden, Beresford, R. M. Clark, A. Davey, Mulhoney, Matthews, J. James, Levoi, J. Banbury, and 1 steerage. xyxy=(34,220,264,297)
divider xyxy=(34,1640,264,1641)
arrivals-heading: ARRIVALS.—FEBRUARY. xyxy=(90,207,208,218)
editorial-para: This transaction has been brought about, as we understand, by the cooperation of Mr WILLIAM MYTH, Mr GARRERTON, and Mr Kennedy, of Wellington, and the prospect of settlement opening up in this district is very gratifying. The block of land of 37,000 acres in this district has been purchased under the Native Lands Act, and the company of Wellington gentlemen are now about to settle the land in the proper manner. xyxy=(282,477,513,593)
section-stars: * * * xyxy=(1383,1223,1405,1235)
column-1 xyxy=(25,59,274,2046)
cal-cell: 21 | Tuesday xyxy=(34,111,122,126)
exhibit-row xyxy=(1279,1187,1509,1197)
mail-line: CHIEF POST OFFICE, Gisborne. xyxy=(87,941,210,951)
council-para: Cr. Gannon then moved that £2 be the maximum amount expended without first calling tenders. xyxy=(1030,198,1261,219)
resident-para: Constable Walsh deposed as to finding the articles in accused's house. Accused's statement to the constable was that he found the articles tied up in a bag lying on the road near Mr King's, on his way home from Mr Oxenham's one dark, wet night in November last. xyxy=(531,1125,762,1189)
sale-title: FOR SALE OR LEASE, xyxy=(55,1642,242,1661)
exhibit-judge: Cr. Lewis, Detective Grace. xyxy=(1396,1092,1487,1101)
